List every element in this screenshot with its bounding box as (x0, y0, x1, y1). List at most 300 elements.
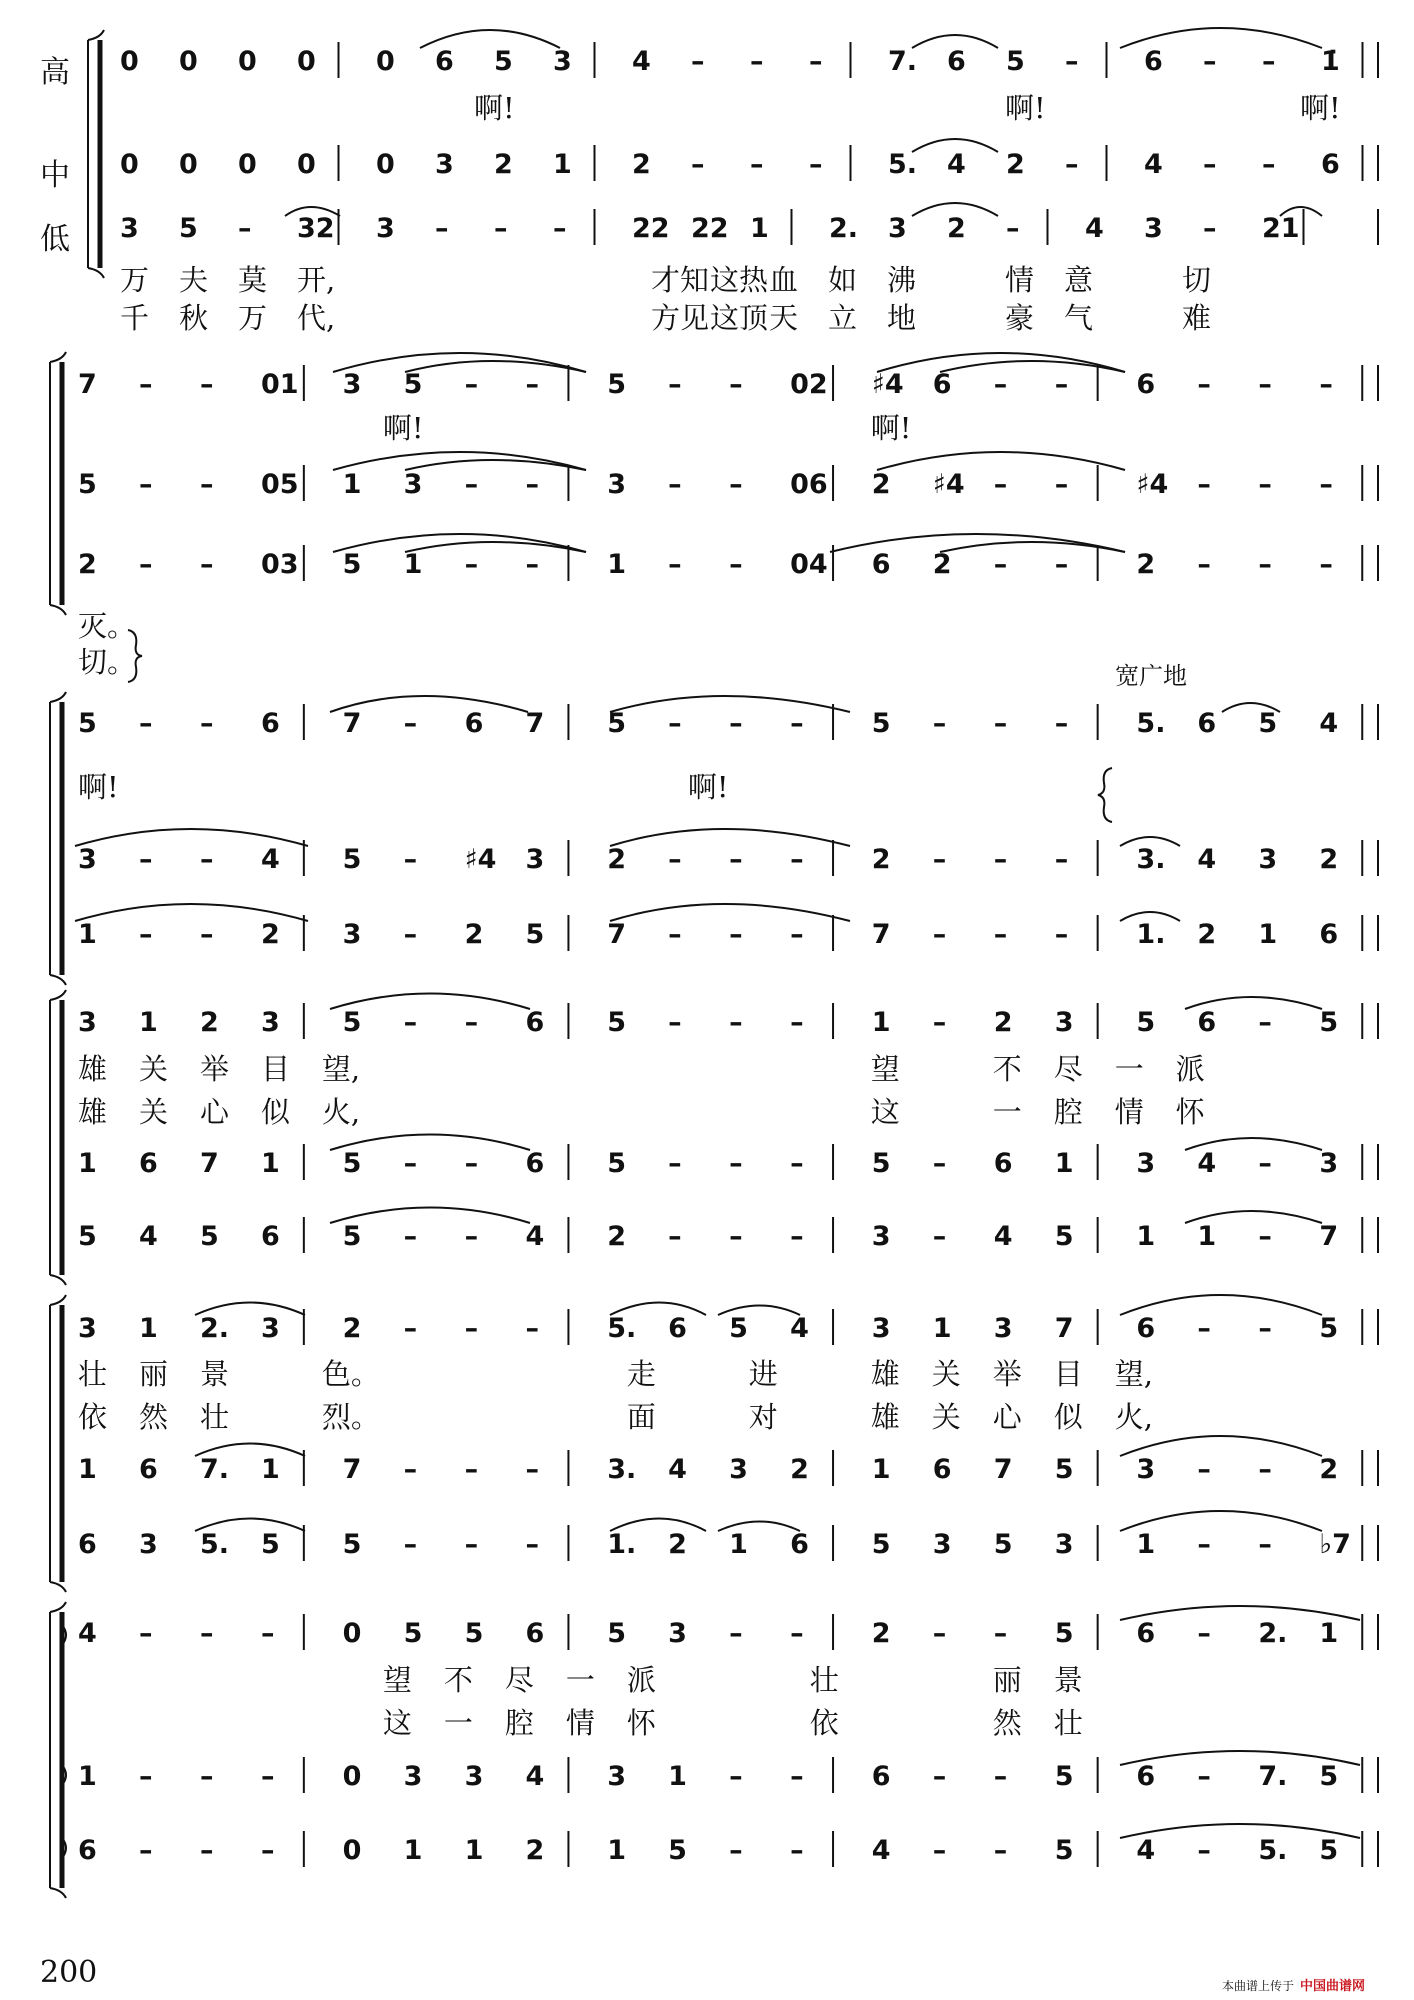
lyric-syllable: 尽 (504, 1663, 534, 1697)
note: 5 (607, 1007, 627, 1038)
lyric-syllable: 望 (870, 1052, 900, 1086)
note: 2 (1319, 844, 1339, 875)
note: – (993, 1618, 1008, 1649)
note: 5 (78, 708, 97, 739)
note: 4 (993, 1221, 1013, 1252)
lyric-syllable: 秋 (179, 301, 209, 335)
note: 1 (871, 1454, 891, 1485)
note: – (993, 708, 1008, 739)
note: – (1197, 1529, 1211, 1560)
lyric-syllable: 丽 (138, 1357, 168, 1391)
lyric-syllable: 对 (748, 1400, 778, 1434)
note: 1 (1136, 1529, 1156, 1560)
note: – (668, 549, 682, 580)
notation-row (78, 1831, 1378, 1867)
lyric-syllable: 望, (1114, 1357, 1153, 1391)
note: 1. (1136, 919, 1166, 950)
note: 1 (342, 469, 362, 500)
note: 3 (138, 1529, 158, 1560)
lyric-syllable: 似 (1053, 1400, 1083, 1434)
note: 6 (932, 1454, 952, 1485)
note: – (729, 369, 743, 400)
lyric-syllable: 雄 (870, 1357, 900, 1391)
notation-row (78, 704, 1378, 740)
note: 6 (138, 1454, 158, 1485)
note: 3 (1136, 1454, 1156, 1485)
note: 22 (691, 213, 729, 244)
notation-row (120, 209, 1378, 245)
note: – (199, 469, 214, 500)
note: – (729, 1007, 743, 1038)
note: – (790, 1618, 804, 1649)
lyric-syllable: 依 (809, 1706, 839, 1740)
note: 3 (78, 1313, 97, 1344)
note: – (993, 549, 1008, 580)
note: 2 (525, 1835, 545, 1866)
note: 5. (199, 1529, 230, 1560)
note: 5 (342, 549, 362, 580)
lyric-syllable: 方见 (651, 301, 710, 335)
note: 0 (120, 149, 139, 180)
note: – (1054, 549, 1069, 580)
note: – (1054, 844, 1069, 875)
notation-row (78, 1525, 1378, 1561)
note: 21 (1262, 213, 1300, 244)
lyric-syllable: 望 (382, 1663, 412, 1697)
note: 5 (342, 844, 362, 875)
note: 5 (260, 1529, 280, 1560)
note: 6 (525, 1007, 545, 1038)
note: 0 (376, 46, 395, 77)
lyric-syllable: 情 (1005, 263, 1035, 297)
note: – (1203, 46, 1217, 77)
lyric-syllable: 啊! (687, 770, 729, 804)
note: 3 (993, 1313, 1013, 1344)
note: 2 (871, 1618, 891, 1649)
lyric-syllable: 情 (1114, 1095, 1144, 1129)
lyric-syllable: 尽 (1053, 1052, 1083, 1086)
note: – (138, 1761, 153, 1792)
note: 1 (871, 1007, 891, 1038)
note: 5 (607, 369, 627, 400)
note: 5 (342, 1148, 362, 1179)
note: – (932, 1007, 947, 1038)
note: 2 (1319, 1454, 1339, 1485)
lyric-syllable: 一 (565, 1663, 595, 1697)
note: 6 (525, 1618, 545, 1649)
lyric-syllable: 啊! (870, 411, 912, 445)
notation-row (78, 915, 1378, 951)
note: 1 (607, 1835, 627, 1866)
note: – (1258, 469, 1272, 500)
note: 3 (376, 213, 395, 244)
note: 2 (464, 919, 484, 950)
part-label-high: 高 (40, 55, 70, 90)
note: 5 (1136, 1007, 1156, 1038)
note: – (729, 919, 743, 950)
note: – (1258, 1221, 1272, 1252)
notation-row (78, 1217, 1378, 1253)
note: ♯4 (1136, 469, 1169, 500)
note: 6 (1136, 369, 1156, 400)
note: 2 (790, 1454, 809, 1485)
lyric-syllable: 一 (992, 1095, 1022, 1129)
note: – (260, 1835, 275, 1866)
note: – (199, 1761, 214, 1792)
note: 7. (1258, 1761, 1288, 1792)
note: – (790, 1835, 804, 1866)
note: 2 (607, 1221, 627, 1252)
note: 2 (932, 549, 952, 580)
note: – (435, 213, 449, 244)
note: 5 (607, 1148, 627, 1179)
lyric-syllable: 切 (1182, 263, 1212, 297)
note: 7 (1319, 1221, 1339, 1252)
note: 1 (78, 1454, 97, 1485)
note: – (932, 1618, 947, 1649)
note: – (932, 1221, 947, 1252)
note: 3. (1136, 844, 1166, 875)
note: 5 (342, 1529, 362, 1560)
note: 2. (199, 1313, 230, 1344)
note: – (1197, 1313, 1211, 1344)
lyric-syllable: 难 (1182, 301, 1212, 335)
lyric-syllable: 关 (138, 1052, 168, 1086)
lyric-syllable: 望, (321, 1052, 361, 1086)
note: 4 (138, 1221, 158, 1252)
lyric-syllable: 豪 (1005, 301, 1035, 335)
note: 7 (871, 919, 891, 950)
lyric-syllable: 才知 (651, 263, 710, 297)
lyric-syllable: 目 (1053, 1357, 1083, 1391)
note: 2 (632, 149, 651, 180)
note: – (668, 1221, 682, 1252)
note: – (138, 549, 153, 580)
note: 7 (199, 1148, 219, 1179)
note: – (1258, 369, 1272, 400)
note: – (494, 213, 508, 244)
note: – (403, 919, 418, 950)
note: 4 (668, 1454, 687, 1485)
note: 5 (403, 1618, 423, 1649)
note: 3 (553, 46, 572, 77)
note: 1 (553, 149, 572, 180)
lyric-syllable: 万 (120, 263, 150, 297)
note: – (199, 708, 214, 739)
note: – (1258, 1313, 1272, 1344)
note: 06 (790, 469, 828, 500)
note: 5 (1054, 1618, 1074, 1649)
note: – (1197, 1835, 1211, 1866)
lyric-syllable: 关 (931, 1357, 961, 1391)
note: ♯4 (932, 469, 965, 500)
note: 4 (871, 1835, 891, 1866)
note: 1 (1197, 1221, 1217, 1252)
notation-row (78, 1309, 1378, 1345)
note: 1 (1258, 919, 1278, 950)
note: 5 (525, 919, 545, 950)
note: 1 (78, 919, 97, 950)
note: – (729, 708, 743, 739)
lyric-syllable: 色。 (321, 1357, 380, 1391)
note: ♯4 (464, 844, 497, 875)
lyric-syllable: 目 (260, 1052, 290, 1086)
note: – (138, 919, 153, 950)
note: 3 (525, 844, 545, 875)
note: 4 (947, 149, 966, 180)
note: 04 (790, 549, 828, 580)
note: 1 (607, 549, 627, 580)
note: 2 (947, 213, 966, 244)
note: 5 (1319, 1313, 1339, 1344)
note: – (138, 708, 153, 739)
note: – (199, 369, 214, 400)
note: ♭7 (1319, 1529, 1351, 1560)
note: 3 (464, 1761, 484, 1792)
lyric-syllable: 意 (1064, 263, 1094, 297)
note: 6 (871, 549, 891, 580)
note: 3 (78, 844, 97, 875)
note: – (668, 369, 682, 400)
note: 2 (260, 919, 280, 950)
note: – (993, 1835, 1008, 1866)
note: – (464, 469, 479, 500)
note: 1 (464, 1835, 484, 1866)
lyric-syllable: 似 (260, 1095, 290, 1129)
note: – (403, 1007, 418, 1038)
note: 3 (1319, 1148, 1339, 1179)
note: 2 (78, 549, 97, 580)
note: 5 (1258, 708, 1278, 739)
note: – (138, 844, 153, 875)
note: 2. (1258, 1618, 1288, 1649)
note: 6 (1136, 1313, 1156, 1344)
note: – (1319, 369, 1333, 400)
note: 0 (179, 149, 198, 180)
note: – (403, 1313, 418, 1344)
lyric-syllable: 心 (992, 1400, 1022, 1434)
lyric-syllable: 丽 (992, 1663, 1022, 1697)
note: 7 (78, 369, 97, 400)
note: – (993, 919, 1008, 950)
note: 1 (668, 1761, 687, 1792)
note: – (238, 213, 252, 244)
note: – (199, 549, 214, 580)
note: – (729, 469, 743, 500)
note: 4 (78, 1618, 97, 1649)
note: 1 (750, 213, 769, 244)
note: – (1258, 1529, 1272, 1560)
note: 5 (1006, 46, 1025, 77)
note: 2 (871, 469, 891, 500)
note: – (199, 1835, 214, 1866)
note: – (464, 1313, 479, 1344)
lyric-syllable: 不 (992, 1052, 1022, 1086)
lyric-row (78, 770, 728, 804)
note: 6 (260, 708, 280, 739)
note: 1 (1319, 1618, 1339, 1649)
lyric-syllable: 火, (321, 1095, 361, 1129)
note: 6 (464, 708, 484, 739)
note: 5 (1054, 1761, 1074, 1792)
note: 3 (1136, 1148, 1156, 1179)
note: – (403, 844, 418, 875)
note: – (993, 844, 1008, 875)
note: 6 (1319, 919, 1339, 950)
note: 3 (435, 149, 454, 180)
lyric-syllable: 一 (1114, 1052, 1144, 1086)
note: – (729, 1761, 743, 1792)
notation-row (78, 1614, 1378, 1650)
lyric-syllable: 景 (199, 1357, 229, 1391)
note: 5 (1319, 1007, 1339, 1038)
lyric-row (78, 1400, 1153, 1434)
notation-row (78, 1450, 1378, 1486)
note: 0 (342, 1618, 362, 1649)
lyric-syllable: 走 (626, 1357, 656, 1391)
note: 1 (138, 1313, 158, 1344)
note: – (1197, 369, 1211, 400)
note: – (138, 1835, 153, 1866)
note: – (993, 1761, 1008, 1792)
note: 2 (199, 1007, 219, 1038)
note: – (809, 46, 823, 77)
note: – (1203, 213, 1217, 244)
note: 02 (790, 369, 828, 400)
note: 0 (120, 46, 139, 77)
note: – (199, 919, 214, 950)
lyric-syllable: 关 (931, 1400, 961, 1434)
note: 6 (1197, 708, 1217, 739)
note: 1 (78, 1148, 97, 1179)
note: 3 (260, 1313, 280, 1344)
note: 5 (403, 369, 423, 400)
lyric-syllable: 壮 (78, 1357, 108, 1391)
note: – (790, 844, 804, 875)
lyric-row (383, 1706, 1083, 1740)
lyric-syllable: 依 (78, 1400, 108, 1434)
page-number: 200 (40, 1955, 98, 1990)
lyric-syllable: 雄 (78, 1095, 108, 1129)
note: – (932, 708, 947, 739)
lyric-syllable: 怀 (1175, 1095, 1205, 1129)
lyric-syllable: 进 (748, 1357, 778, 1391)
note: – (668, 844, 682, 875)
note: – (1258, 549, 1272, 580)
note: 6 (138, 1148, 158, 1179)
note: – (1054, 469, 1069, 500)
lyric-syllable: 腔 (1053, 1095, 1083, 1129)
note: 0 (238, 46, 257, 77)
lyric-syllable: 沸 (887, 263, 917, 297)
note: 1 (260, 1148, 280, 1179)
note: – (932, 1835, 947, 1866)
lyric-syllable: 雄 (870, 1400, 900, 1434)
note: 5 (1054, 1454, 1074, 1485)
note: – (932, 919, 947, 950)
note: – (464, 1007, 479, 1038)
note: – (668, 469, 682, 500)
note: 6 (78, 1835, 97, 1866)
note: 6 (78, 1529, 97, 1560)
lyric-syllable: 啊! (382, 411, 424, 445)
note: 4 (525, 1761, 545, 1792)
note: – (691, 149, 705, 180)
lyric-syllable: 心 (199, 1095, 229, 1129)
note: – (790, 1761, 804, 1792)
note: – (1054, 369, 1069, 400)
note: 7 (525, 708, 545, 739)
note: – (464, 549, 479, 580)
note: 3 (607, 469, 627, 500)
note: – (403, 708, 418, 739)
lyric-row (78, 645, 136, 679)
note: 5 (871, 708, 891, 739)
note: – (260, 1618, 275, 1649)
note: – (1006, 213, 1020, 244)
note: – (138, 1618, 153, 1649)
note: 5 (668, 1835, 687, 1866)
note: 0 (342, 1761, 362, 1792)
note: 3 (342, 369, 362, 400)
note: 5 (1319, 1761, 1339, 1792)
note: 5 (1054, 1221, 1074, 1252)
note: 0 (297, 46, 316, 77)
note: 6 (871, 1761, 891, 1792)
note: 1 (78, 1761, 97, 1792)
note: 01 (260, 369, 299, 400)
note: 5 (607, 708, 627, 739)
note: – (199, 844, 214, 875)
note: 5 (993, 1529, 1013, 1560)
note: 6 (993, 1148, 1013, 1179)
upload-credit: 本曲谱上传于 (1222, 1979, 1295, 1993)
note: 6 (947, 46, 966, 77)
note: 6 (1321, 149, 1340, 180)
note: – (525, 1529, 540, 1560)
lyric-syllable: 景 (1053, 1663, 1083, 1697)
note: – (691, 46, 705, 77)
note: 5 (871, 1529, 891, 1560)
note: 5 (607, 1618, 627, 1649)
note: 6 (435, 46, 454, 77)
notation-row (78, 840, 1378, 876)
note: – (729, 1618, 743, 1649)
note: 5. (888, 149, 918, 180)
note: – (729, 1148, 743, 1179)
note: 2. (829, 213, 859, 244)
note: – (993, 469, 1008, 500)
notation-row (78, 1144, 1378, 1180)
note: 2 (607, 844, 627, 875)
note: 2 (1197, 919, 1217, 950)
lyric-syllable: 气 (1064, 301, 1094, 335)
note: 3 (871, 1221, 891, 1252)
lyric-syllable: 啊! (474, 91, 515, 125)
note: 32 (297, 213, 335, 244)
note: 3 (607, 1761, 627, 1792)
note: – (790, 708, 804, 739)
notation-row (78, 465, 1378, 501)
lyric-syllable: 情 (565, 1706, 595, 1740)
note: – (525, 369, 540, 400)
note: 0 (376, 149, 395, 180)
note: 3 (1258, 844, 1278, 875)
lyric-syllable: 切。 (78, 645, 137, 679)
notation-row (78, 1757, 1378, 1793)
lyric-row (120, 263, 1211, 297)
note: 3 (1144, 213, 1163, 244)
